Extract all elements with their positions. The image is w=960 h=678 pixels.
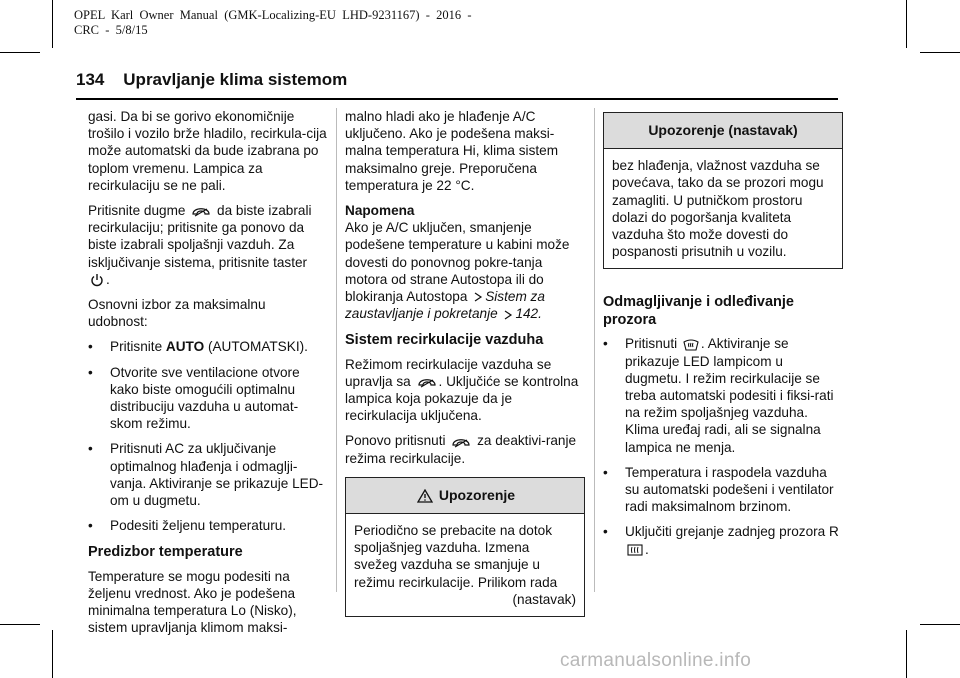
bullet: •: [603, 524, 608, 540]
section-heading: Predizbor temperature: [88, 544, 243, 561]
paragraph: Osnovni izbor za maksimalnu udobnost:: [88, 297, 266, 330]
warning-body: Periodično se prebacite na dotok spoljašnjeg vazduha. Izmena svežeg vazduha se smanjuje u režimu recirkulacije. Prilikom rada (nastavak): [354, 523, 576, 607]
column-3: [603, 108, 843, 566]
print-meta-line2: CRC - 5/8/15: [74, 23, 148, 37]
paragraph: Ako je A/C uključen, smanjenje podešene temperature u kabini može dovesti do ponovnog pokre-tanja motora od strane Autostopa ili do blokiranja Autostopa Sistem za zaustavljanje i pokretanje 142.: [345, 220, 570, 322]
recirculation-icon: [191, 205, 211, 217]
section-heading: Sistem recirkulacije vazduha: [345, 332, 544, 349]
warning-header: Upozorenje (nastavak): [604, 113, 842, 149]
crop-mark: [920, 52, 960, 53]
crop-mark: [0, 52, 40, 53]
crop-mark: [906, 0, 907, 48]
bullet: •: [88, 364, 93, 380]
warning-box: [345, 477, 585, 617]
continued-label: (nastavak): [512, 591, 576, 607]
print-meta-line1: OPEL Karl Owner Manual (GMK-Localizing-EU LHD-9231167) - 2016 -: [74, 8, 472, 22]
bullet: •: [88, 441, 93, 457]
bullet: •: [88, 339, 93, 355]
paragraph: gasi. Da bi se gorivo ekonomičnije trošilo i vozilo brže hladilo, recirkula-cija može automatski da bude izabrana po toplom vremenu. Lampica za recirkulaciju se ne pali.: [88, 109, 327, 193]
paragraph: Temperature se mogu podesiti na željenu vrednost. Ako je podešena minimalna temperatura Lo (Nisko), sistem upravljanja klimom maksi-: [88, 568, 297, 636]
header-rule: [76, 98, 838, 100]
paragraph: malno hladi ako je hlađenje A/C uključeno. Ako je podešena maksi-malna temperatura Hi, klima sistem maksimalno greje. Preporučena temperatura je 22 °C.: [345, 109, 559, 193]
print-meta: [74, 8, 472, 38]
crop-mark: [906, 630, 907, 678]
paragraph: Režimom recirkulacije vazduha se upravlja sa . Uključiće se kontrolna lampica koja pokazuje da je recirkulacija uključena.: [345, 356, 579, 424]
list-item: • Pritisnuti . Aktiviranje se prikazuje LED lampicom u dugmetu. I režim recirkulacije se treba automatski podesiti i fiksi-rati na režim spoljašnjeg vazduha. Klima uređaj radi, ali se signalna lampica ne menja.: [603, 336, 834, 455]
warning-triangle-icon: [417, 489, 433, 503]
windscreen-defrost-icon: [683, 338, 699, 352]
cross-reference-page[interactable]: 142: [515, 306, 539, 322]
crop-mark: [920, 624, 960, 625]
column-2: [345, 108, 585, 617]
column-1: [88, 108, 328, 644]
crop-mark: [52, 630, 53, 678]
crop-mark: [0, 624, 40, 625]
page-ref-arrow-icon: [503, 309, 513, 321]
warning-body: bez hlađenja, vlažnost vazduha se povećava, tako da se prozori mogu zamagliti. U putničkom prostoru dolazi do pogoršanja kvaliteta vazduha što može dovesti do pospanosti prisutnih u vozilu.: [612, 158, 824, 260]
warning-box-continued: [603, 112, 843, 269]
column-divider: [594, 108, 595, 592]
recirculation-icon: [417, 376, 437, 388]
recirculation-icon: [451, 436, 471, 448]
paragraph: Ponovo pritisnuti za deaktivi-ranje režima recirkulacije.: [345, 433, 577, 466]
rear-window-heater-icon: [627, 543, 643, 557]
bullet: •: [88, 518, 93, 534]
note-title: Napomena: [345, 203, 415, 219]
page-header: [76, 70, 347, 90]
page-title: Upravljanje klima sistemom: [123, 70, 348, 89]
watermark: carmanualsonline.info: [560, 650, 752, 671]
page-number: 134: [76, 70, 105, 89]
list-item: • Otvorite sve ventilacione otvore kako biste omogućili optimalnu distribuciju vazduha u automat-skom režimu.: [88, 364, 300, 432]
bullet: •: [603, 336, 608, 352]
section-heading: Odmagljivanje i odleđivanje prozora: [603, 294, 794, 329]
crop-mark: [52, 0, 53, 48]
cross-reference-link[interactable]: Sistem za zaustavljanje i pokretanje: [345, 289, 545, 322]
column-divider: [336, 108, 337, 592]
warning-header: Upozorenje: [346, 478, 584, 514]
list-item: • Pritisnuti AC za uključivanje optimalnog hlađenja i odmaglji-vanja. Aktiviranje se prikazuje LED-om u dugmetu.: [88, 441, 324, 509]
page-ref-arrow-icon: [473, 291, 483, 303]
power-icon: [90, 273, 104, 287]
list-item: • Temperatura i raspodela vazduha su automatski podešeni i ventilator radi maksimalnom brzinom.: [603, 464, 834, 515]
paragraph: Pritisnite dugme da biste izabrali recirkulaciju; pritisnite ga ponovo da biste izabrali spoljašnji vazduh. Za isključivanje sistema, pritisnite taster .: [88, 203, 312, 287]
list-item: • Uključiti grejanje zadnjeg prozora R .: [603, 524, 839, 557]
bullet: •: [603, 464, 608, 480]
list-item: • Pritisnite AUTO (AUTOMATSKI).: [88, 339, 308, 355]
list-item: • Podesiti željenu temperaturu.: [88, 518, 287, 534]
